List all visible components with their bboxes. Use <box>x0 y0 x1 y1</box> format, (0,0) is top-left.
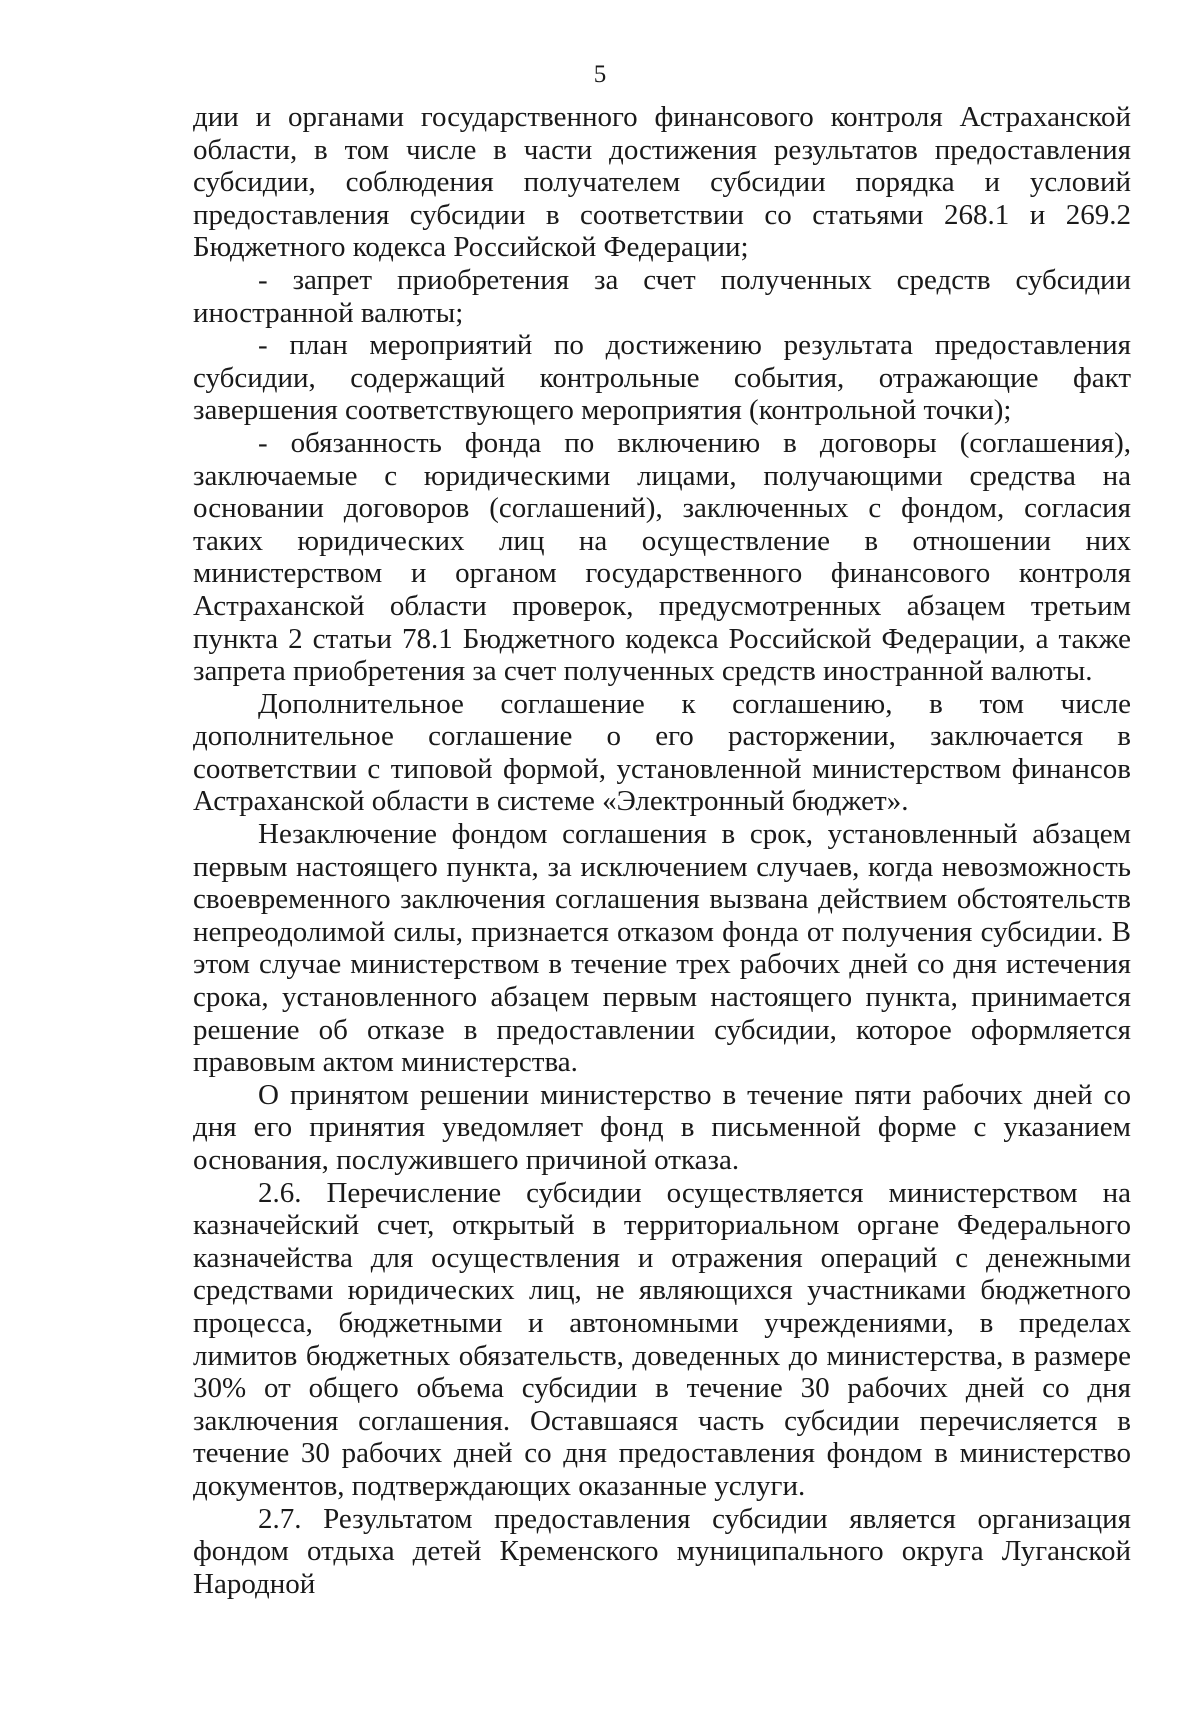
paragraph-continuation: дии и органами государственного финансового контроля Астраханской области, в том числе в части достижения результатов предоставления субсидии, соблюдения получателем субсидии порядка и условий предоставления субсидии в соответствии со статьями 268.1 и 269.2 Бюджетного кодекса Российской Федерации; <box>193 101 1131 264</box>
paragraph-section-2-7: 2.7. Результатом предоставления субсидии является организация фондом отдыха детей Кременского муниципального округа Луганской Народной <box>193 1502 1131 1600</box>
page-number: 5 <box>593 61 607 88</box>
paragraph-fund-obligation: - обязанность фонда по включению в договоры (соглашения), заключаемые с юридическими лицами, получающими средства на основании договоров (соглашений), заключенных с фондом, согласия таких юридических лиц на осуществление в отношении них министерством и органом государственного финансового контроля Астраханской области проверок, предусмотренных абзацем третьим пункта 2 статьи 78.1 Бюджетного кодекса Российской Федерации, а также запрета приобретения за счет полученных средств иностранной валюты. <box>193 426 1131 688</box>
paragraph-non-conclusion: Незаключение фондом соглашения в срок, установленный абзацем первым настоящего пункта, за исключением случаев, когда невозможность своевременного заключения соглашения вызвана действием обстоятельств непреодолимой силы, признается отказом фонда от получения субсидии. В этом случае министерством в течение трех рабочих дней со дня истечения срока, установленного абзацем первым настоящего пункта, принимается решение об отказе в предоставлении субсидии, которое оформляется правовым актом министерства. <box>193 818 1131 1079</box>
document-body <box>193 101 1131 1600</box>
paragraph-currency-ban: - запрет приобретения за счет полученных средств субсидии иностранной валюты; <box>193 263 1131 329</box>
paragraph-action-plan: - план мероприятий по достижению результата предоставления субсидии, содержащий контрольные события, отражающие факт завершения соответствующего мероприятия (контрольной точки); <box>193 329 1131 427</box>
paragraph-notification: О принятом решении министерство в течение пяти рабочих дней со дня его принятия уведомляет фонд в письменной форме с указанием основания, послужившего причиной отказа. <box>193 1078 1131 1176</box>
paragraph-section-2-6: 2.6. Перечисление субсидии осуществляется министерством на казначейский счет, открытый в территориальном органе Федерального казначейства для осуществления и отражения операций с денежными средствами юридических лиц, не являющихся участниками бюджетного процесса, бюджетными и автономными учреждениями, в пределах лимитов бюджетных обязательств, доведенных до министерства, в размере 30% от общего объема субсидии в течение 30 рабочих дней со дня заключения соглашения. Оставшаяся часть субсидии перечисляется в течение 30 рабочих дней со дня предоставления фондом в министерство документов, подтверждающих оказанные услуги. <box>193 1176 1131 1502</box>
paragraph-additional-agreement: Дополнительное соглашение к соглашению, в том числе дополнительное соглашение о его расторжении, заключается в соответствии с типовой формой, установленной министерством финансов Астраханской области в системе «Электронный бюджет». <box>193 687 1131 818</box>
